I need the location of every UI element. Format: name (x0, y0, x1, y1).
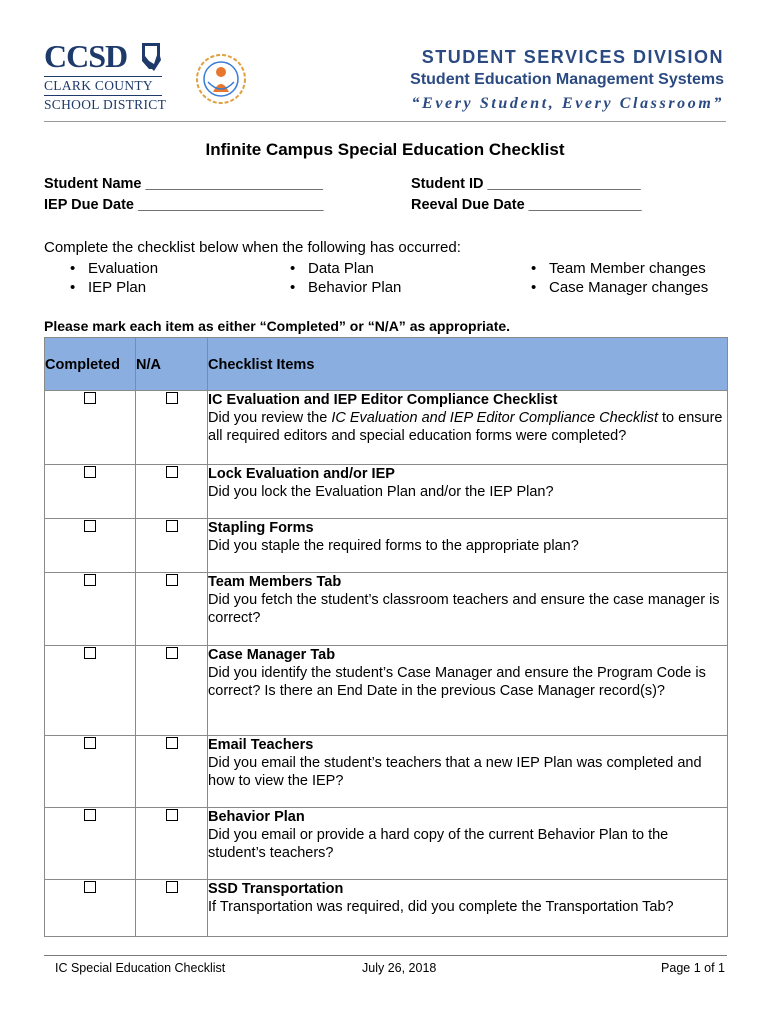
na-checkbox-icon[interactable] (166, 647, 178, 659)
completed-cell (45, 465, 136, 519)
na-cell (136, 880, 208, 937)
na-cell (136, 465, 208, 519)
checklist-table (44, 337, 728, 937)
column-header-items: Checklist Items (208, 338, 728, 391)
na-checkbox-icon[interactable] (166, 392, 178, 404)
checklist-item (208, 573, 728, 646)
na-checkbox-icon[interactable] (166, 809, 178, 821)
completed-checkbox-icon[interactable] (84, 809, 96, 821)
checklist-item (208, 736, 728, 808)
na-checkbox-icon[interactable] (166, 466, 178, 478)
na-cell (136, 519, 208, 573)
item-description: Did you email the student’s teachers that a new IEP Plan was completed and how to view the IEP? (208, 755, 702, 789)
instruction-text: Please mark each item as either “Completed” or “N/A” as appropriate. (44, 318, 511, 334)
iep-due-date-field[interactable]: IEP Due Date _______________________ (44, 197, 324, 213)
footer-doc-title: IC Special Education Checklist (55, 961, 226, 975)
completed-checkbox-icon[interactable] (84, 466, 96, 478)
table-row (45, 573, 728, 646)
item-description: Did you fetch the student’s classroom teachers and ensure the case manager is correct? (208, 592, 720, 626)
bullet-icon: • (70, 260, 76, 277)
checklist-item (208, 519, 728, 573)
item-title: Email Teachers (208, 737, 314, 753)
item-description: If Transportation was required, did you complete the Transportation Tab? (208, 899, 674, 915)
department-title: Student Education Management Systems (410, 71, 724, 88)
completed-checkbox-icon[interactable] (84, 520, 96, 532)
na-checkbox-icon[interactable] (166, 881, 178, 893)
table-row (45, 646, 728, 736)
na-checkbox-icon[interactable] (166, 520, 178, 532)
logo-line-2: SCHOOL DISTRICT (44, 97, 167, 112)
item-title: IC Evaluation and IEP Editor Compliance Checklist (208, 392, 558, 408)
logo-line-1: CLARK COUNTY (44, 78, 153, 93)
item-title: Case Manager Tab (208, 647, 336, 663)
completed-checkbox-icon[interactable] (84, 574, 96, 586)
bullet-icon: • (70, 279, 76, 296)
logo-main-text: CCSD (44, 38, 128, 74)
table-row (45, 519, 728, 573)
na-checkbox-icon[interactable] (166, 574, 178, 586)
intro-text: Complete the checklist below when the following has occurred: (44, 239, 461, 256)
table-row (45, 880, 728, 937)
table-row (45, 736, 728, 808)
reeval-due-date-field[interactable]: Reeval Due Date ______________ (411, 197, 642, 213)
item-title: Stapling Forms (208, 520, 314, 536)
header-divider (44, 121, 726, 122)
division-title: STUDENT SERVICES DIVISION (421, 47, 724, 67)
bullet-icon: • (290, 260, 296, 277)
bullet-icon: • (290, 279, 296, 296)
ccsd-logo (44, 38, 167, 112)
footer-divider (44, 955, 727, 956)
form-title: Infinite Campus Special Education Checklist (205, 140, 565, 159)
bullet-icon: • (531, 279, 537, 296)
logo-divider (44, 76, 162, 77)
logo-divider (44, 95, 162, 96)
checklist-item (208, 880, 728, 937)
completed-checkbox-icon[interactable] (84, 647, 96, 659)
item-title: Team Members Tab (208, 574, 342, 590)
na-checkbox-icon[interactable] (166, 737, 178, 749)
every-student-seal-icon (194, 52, 248, 106)
completed-cell (45, 519, 136, 573)
completed-cell (45, 808, 136, 880)
completed-cell (45, 573, 136, 646)
checklist-item (208, 391, 728, 465)
footer-date: July 26, 2018 (362, 961, 437, 975)
completed-cell (45, 646, 136, 736)
na-cell (136, 391, 208, 465)
na-cell (136, 808, 208, 880)
checklist-item (208, 808, 728, 880)
completed-checkbox-icon[interactable] (84, 392, 96, 404)
occurrence-item: • Data Plan (290, 260, 374, 277)
na-cell (136, 573, 208, 646)
checklist-item (208, 646, 728, 736)
occurrence-item: • Behavior Plan (290, 279, 402, 296)
completed-cell (45, 736, 136, 808)
nevada-state-icon (140, 42, 162, 72)
page-header (0, 0, 770, 125)
completed-cell (45, 880, 136, 937)
completed-checkbox-icon[interactable] (84, 881, 96, 893)
item-description: Did you email or provide a hard copy of the current Behavior Plan to the student’s teachers? (208, 827, 669, 861)
student-name-field[interactable]: Student Name ______________________ (44, 176, 323, 192)
student-id-field[interactable]: Student ID ___________________ (411, 176, 641, 192)
motto: “Every Student, Every Classroom” (411, 95, 724, 112)
column-header-na: N/A (136, 338, 208, 391)
item-description: Did you review the IC Evaluation and IEP Editor Compliance Checklist to ensure all required editors and special education forms were completed? (208, 410, 723, 444)
bullet-icon: • (531, 260, 537, 277)
column-header-completed: Completed (45, 338, 136, 391)
na-cell (136, 646, 208, 736)
na-cell (136, 736, 208, 808)
occurrence-item: • Evaluation (70, 260, 159, 277)
occurrence-item: • IEP Plan (70, 279, 147, 296)
item-description: Did you lock the Evaluation Plan and/or the IEP Plan? (208, 484, 554, 500)
item-title: Lock Evaluation and/or IEP (208, 466, 395, 482)
table-row (45, 808, 728, 880)
completed-checkbox-icon[interactable] (84, 737, 96, 749)
item-title: Behavior Plan (208, 809, 305, 825)
occurrence-item: • Team Member changes (531, 260, 706, 277)
item-description: Did you identify the student’s Case Manager and ensure the Program Code is correct? Is there an End Date in the previous Case Manager record(s)? (208, 665, 706, 699)
footer-page-number: Page 1 of 1 (661, 961, 725, 975)
item-description: Did you staple the required forms to the appropriate plan? (208, 538, 579, 554)
occurrence-item: • Case Manager changes (531, 279, 709, 296)
table-header-row (45, 338, 728, 391)
table-row (45, 391, 728, 465)
item-title: SSD Transportation (208, 881, 344, 897)
completed-cell (45, 391, 136, 465)
table-row (45, 465, 728, 519)
checklist-item (208, 465, 728, 519)
